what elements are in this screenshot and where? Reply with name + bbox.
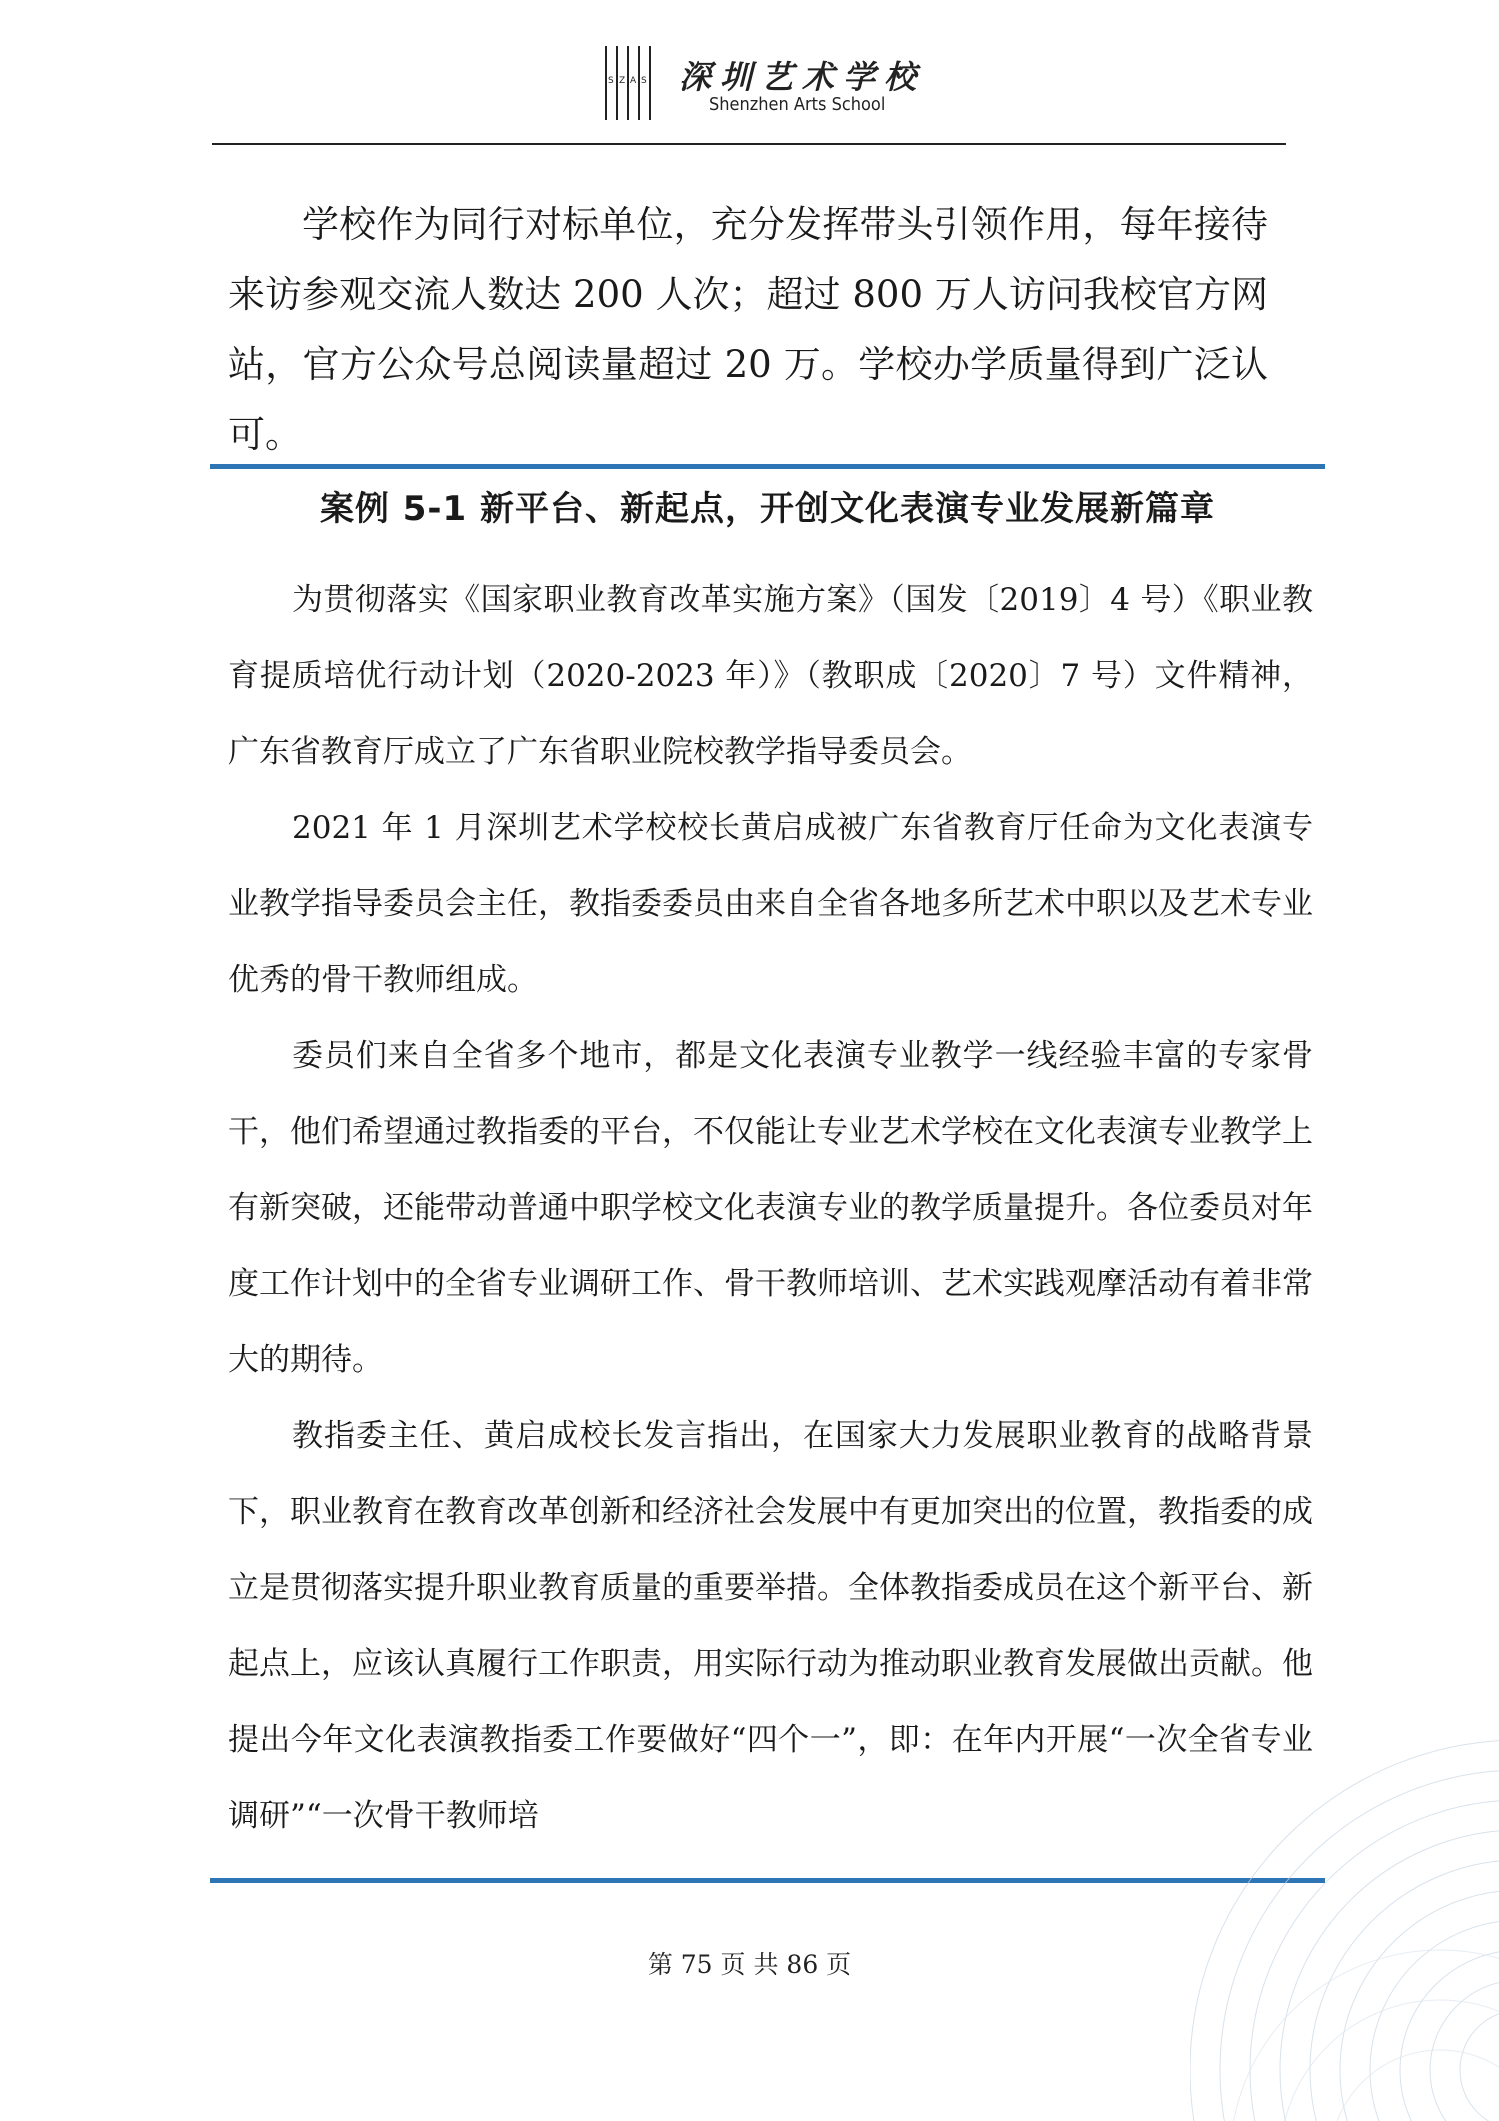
case-title: 案例 5-1 新平台、新起点，开创文化表演专业发展新篇章 <box>319 489 1216 529</box>
page-number: 第 75 页 共 86 页 <box>647 1950 852 1979</box>
school-name-cn: 深圳艺术学校 <box>679 58 926 96</box>
case-paragraph-2: 2021 年 1 月深圳艺术学校校长黄启成被广东省教育厅任命为文化表演专业教学指导委员会主任，教指委委员由来自全省各地多所艺术中职以及艺术专业优秀的骨干教师组成。 <box>228 810 1313 998</box>
case-paragraph-3: 委员们来自全省多个地市，都是文化表演专业教学一线经验丰富的专家骨干，他们希望通过教指委的平台，不仅能让专业艺术学校在文化表演专业教学上有新突破，还能带动普通中职学校文化表演专业的教学质量提升。各位委员对年度工作计划中的全省专业调研工作、骨干教师培训、艺术实践观摩活动有着非常大的期待。 <box>228 1038 1313 1378</box>
logo-letter: Z <box>619 76 626 86</box>
header-divider <box>212 143 1286 145</box>
case-bottom-rule <box>210 1878 1325 1883</box>
school-name-en: Shenzhen Arts School <box>709 94 886 115</box>
page-header <box>0 0 1499 145</box>
case-paragraph-1: 为贯彻落实《国家职业教育改革实施方案》（国发〔2019〕4 号）《职业教育提质培优行动计划（2020-2023 年）》（教职成〔2020〕7 号）文件精神，广东省教育厅成立了广东省职业院校教学指导委员会。 <box>228 582 1313 770</box>
intro-paragraph: 学校作为同行对标单位，充分发挥带头引领作用，每年接待来访参观交流人数达 200 人次；超过 800 万人访问我校官方网站，官方公众号总阅读量超过 20 万。学校办学质量得到广泛认可。 <box>228 203 1268 456</box>
logo-letter: A <box>630 76 637 86</box>
logo-mark-icon <box>605 46 651 120</box>
case-paragraph-4: 教指委主任、黄启成校长发言指出，在国家大力发展职业教育的战略背景下，职业教育在教育改革创新和经济社会发展中有更加突出的位置，教指委的成立是贯彻落实提升职业教育质量的重要举措。全体教指委成员在这个新平台、新起点上，应该认真履行工作职责，用实际行动为推动职业教育发展做出贡献。他提出今年文化表演教指委工作要做好“四个一”，即：在年内开展“一次全省专业调研”“一次骨干教师培 <box>228 1418 1313 1834</box>
logo-letter: S <box>608 76 614 86</box>
decorative-circles-icon <box>1190 1640 1499 2121</box>
logo-letter: S <box>641 76 647 86</box>
school-logo <box>605 46 926 126</box>
case-top-rule <box>210 464 1325 469</box>
case-box <box>210 464 1325 1883</box>
